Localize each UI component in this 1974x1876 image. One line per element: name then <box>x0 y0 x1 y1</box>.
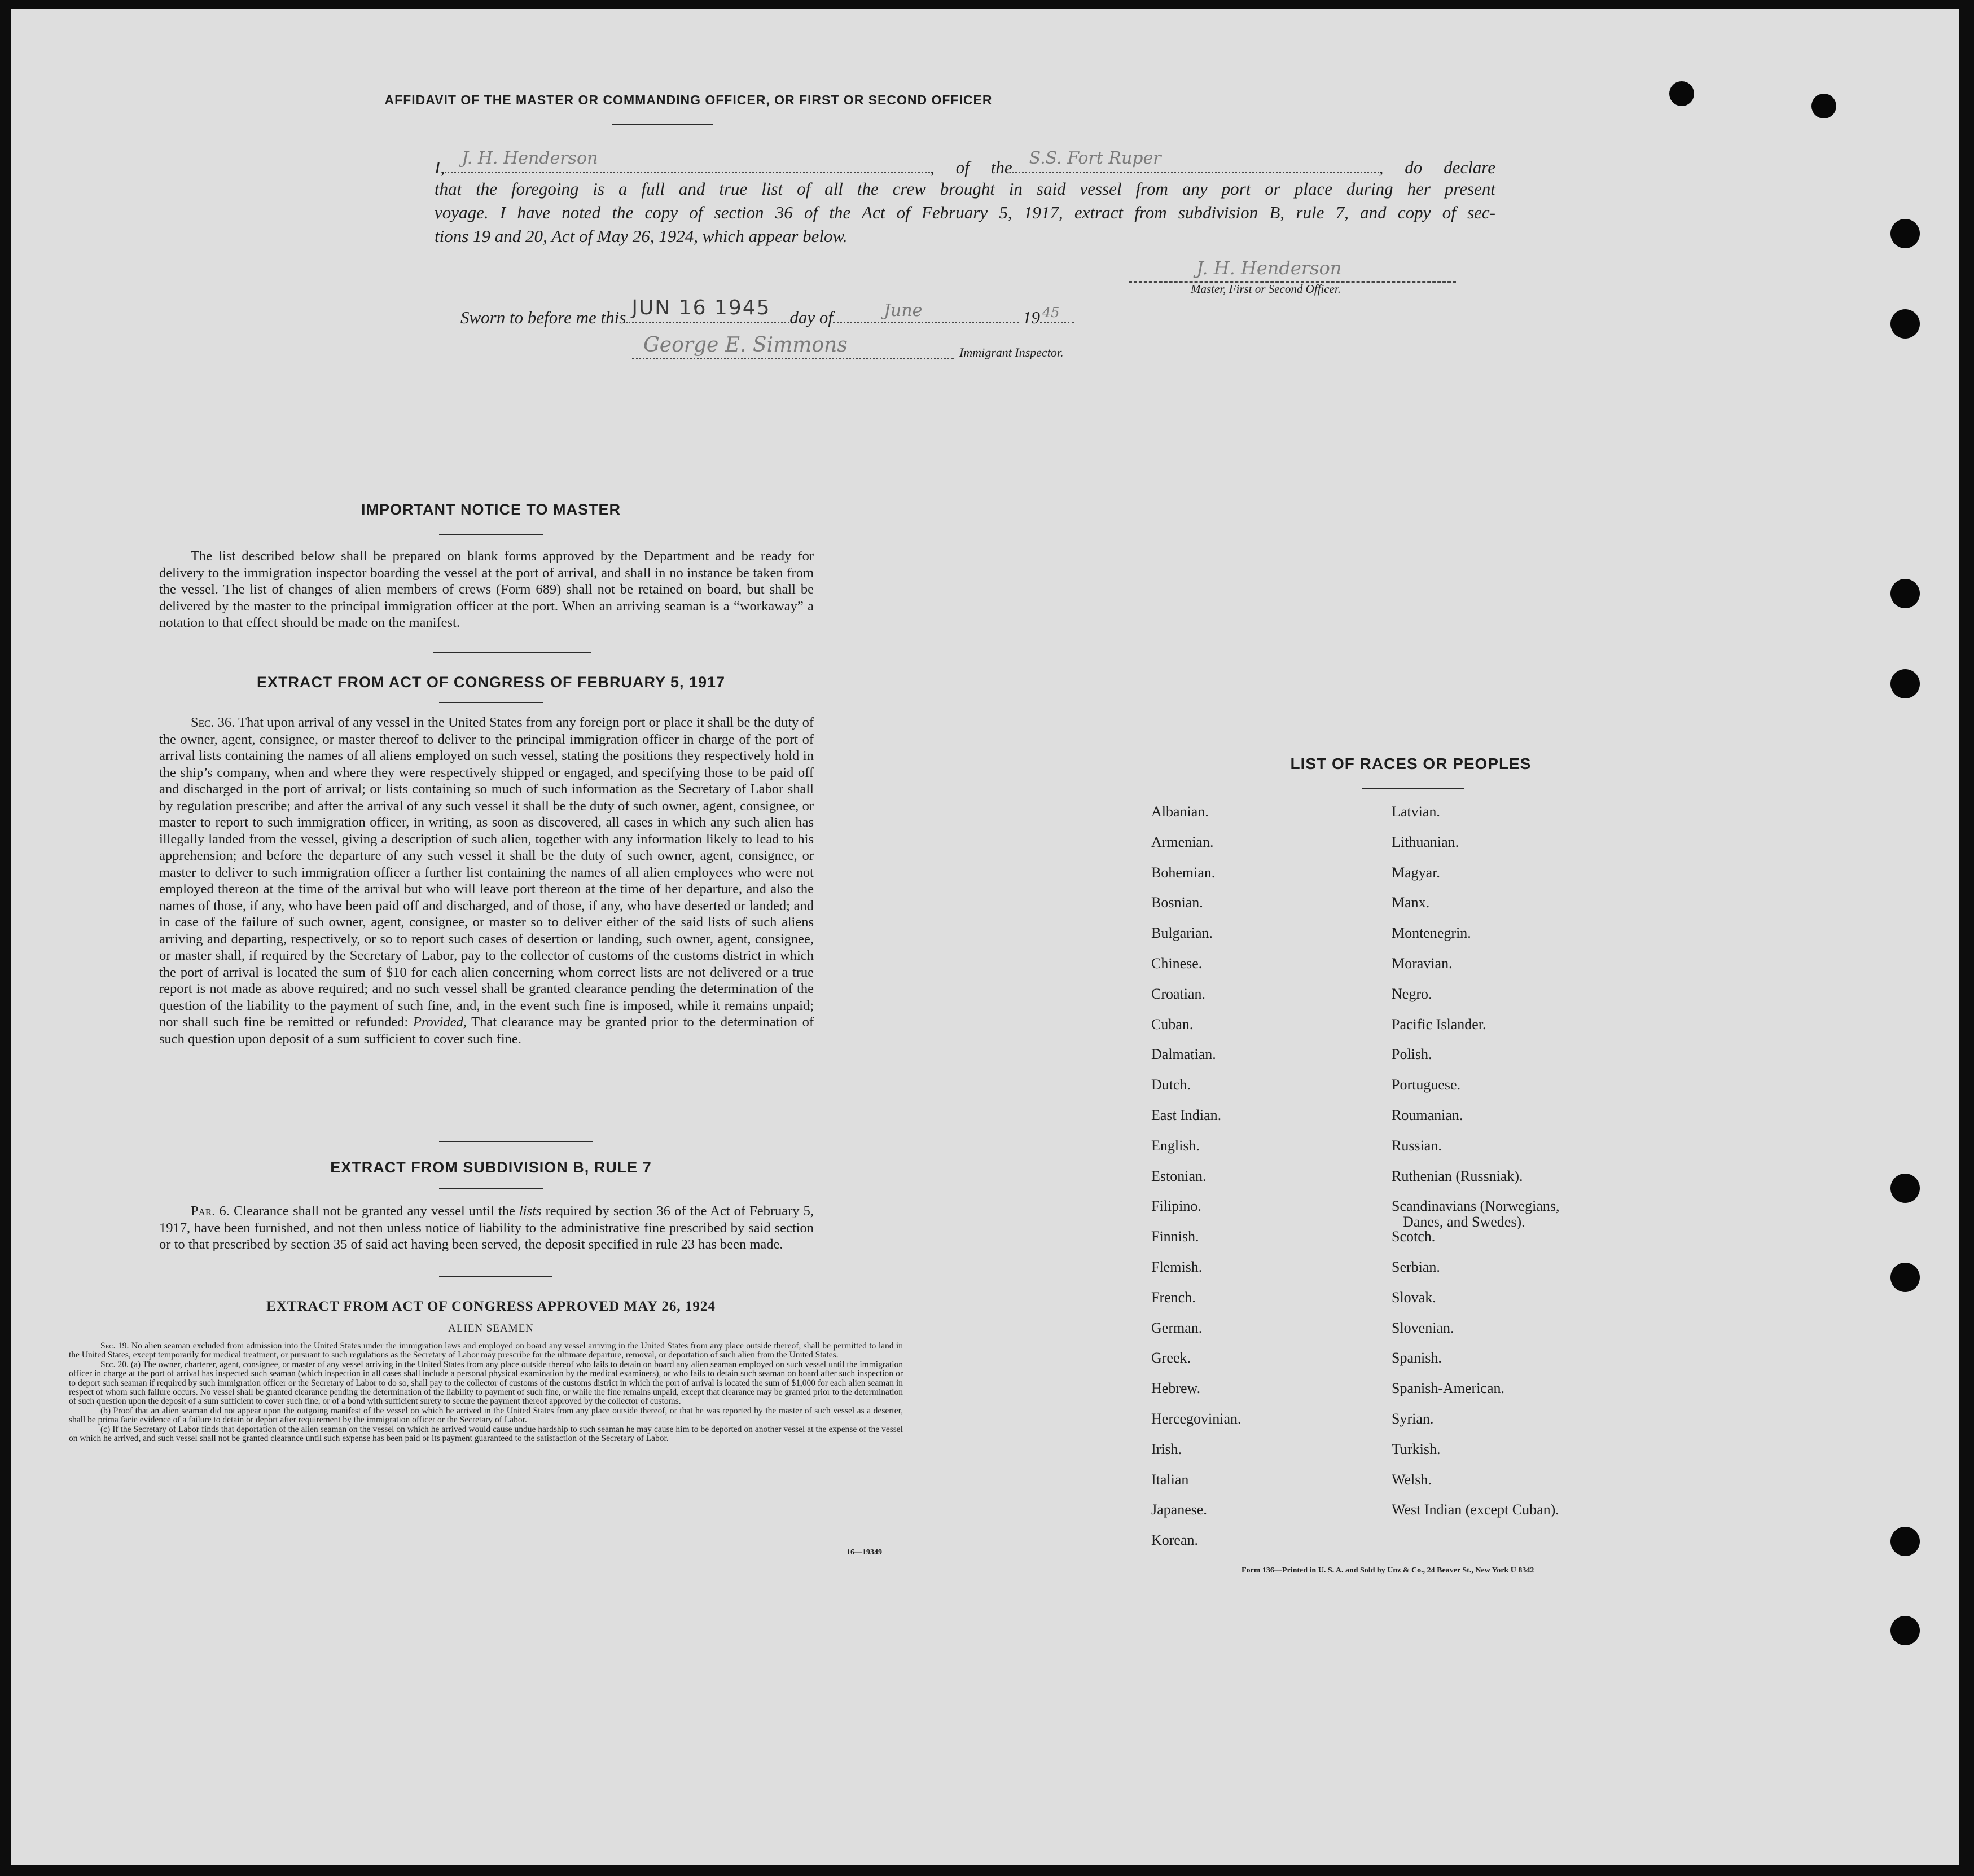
declaration-of-the: , of the <box>930 157 1012 177</box>
race-item: Spanish-American. <box>1392 1380 1505 1397</box>
sec-20b-paragraph: (b) Proof that an alien seaman did not appear upon the outgoing manifest of the vessel on which he arrived in the United States from any place outside thereof, or that he was reported by the master of such vessel as a deserter, shall be prima facie evidence of a failure to detain or deport after requirement by the immigration officer or the Secretary of Labor. <box>69 1405 903 1425</box>
sworn-year-handwriting: 45 <box>1042 305 1060 320</box>
sec-19-text: No alien seaman excluded from admission into the United States under the immigration laws and employed on board any vessel arriving in the United States from any place outside thereof, shall be permitted to land in the United States, except temporarily for medical treatment, or pursuant to such regulations as the Secretary of Labor may prescribe for the ultimate departure, removal, or deportation of such alien from the United States. <box>69 1341 903 1360</box>
race-item: Dutch. <box>1151 1077 1191 1093</box>
races-divider <box>1362 788 1464 789</box>
alien-seamen-subtitle: ALIEN SEAMEN <box>448 1323 534 1334</box>
race-item: Magyar. <box>1392 864 1440 881</box>
punch-hole <box>1890 1616 1920 1645</box>
affidavit-title: AFFIDAVIT OF THE MASTER OR COMMANDING OFFICER, OR FIRST OR SECOND OFFICER <box>384 93 993 107</box>
provided-term: Provided, <box>413 1014 467 1030</box>
race-item: Hebrew. <box>1151 1380 1201 1397</box>
notice-title: IMPORTANT NOTICE TO MASTER <box>361 501 621 518</box>
race-item: Ruthenian (Russniak). <box>1392 1167 1523 1184</box>
inspector-caption: Immigrant Inspector. <box>959 345 1064 359</box>
race-item: West Indian (except Cuban). <box>1392 1501 1559 1518</box>
race-item: Flemish. <box>1151 1259 1203 1275</box>
declaration-line-3: voyage. I have noted the copy of section 36 of the Act of February 5, 1917, extract from subdivision B, rule 7, and copy of sec- <box>435 203 1495 222</box>
vessel-handwriting: S.S. Fort Ruper <box>1029 148 1161 168</box>
race-item: English. <box>1151 1137 1200 1154</box>
race-item: Korean. <box>1151 1532 1199 1549</box>
race-item: Russian. <box>1392 1137 1442 1154</box>
lists-term: lists <box>519 1203 542 1219</box>
race-item: Bosnian. <box>1151 894 1203 911</box>
extract-1917-divider <box>439 702 543 703</box>
printer-footer: Form 136—Printed in U. S. A. and Sold by Unz & Co., 24 Beaver St., New York U 8342 <box>1242 1566 1534 1575</box>
race-item: Bulgarian. <box>1151 925 1213 942</box>
sec-20c-paragraph: (c) If the Secretary of Labor finds that deportation of the alien seaman on the vessel on which he arrived would cause undue hardship to such seaman he may cause him to be deported on another vessel at the expense of the vessel on which he arrived, and such vessel shall not be granted clearance until such expense has been paid or its payment guaranteed to the satisfaction of the Secretary of Labor. <box>69 1424 903 1444</box>
extract-1924-title: EXTRACT FROM ACT OF CONGRESS APPROVED MAY 26, 1924 <box>266 1299 716 1314</box>
race-item: Scotch. <box>1392 1228 1436 1245</box>
race-item: Syrian. <box>1392 1411 1434 1427</box>
race-item: Negro. <box>1392 985 1432 1002</box>
form-code: 16—19349 <box>846 1548 882 1557</box>
race-item: Welsh. <box>1392 1471 1432 1488</box>
extract-1924-text <box>69 1342 903 1443</box>
master-name-handwriting: J. H. Henderson <box>462 148 598 168</box>
master-signature: J. H. Henderson <box>1196 257 1342 279</box>
sworn-month-field <box>833 301 1019 323</box>
sec-20a-text: (a) The owner, charterer, agent, consignee, or master of any vessel arriving in the United States from any place outside thereof who fails to detain on board any alien seaman employed on such vessel until the immigration officer in charge at the port of arrival has inspected such seaman (which inspection in all cases shall include a personal physical examination by the medical examiners), or who fails to detain such seaman on board after such inspection or to deport such seaman if required by such immigration officer or the Secretary of Labor to do so, shall pay to the collector of customs of the customs district in which the port of arrival is located the sum of $1,000 for each alien seaman in respect of whom such failure occurs. No vessel shall be granted clearance pending the determination of the liability to payment of such fine, or while the fine remains unpaid, except that clearance may be granted prior to the determination of such question upon the deposit of a sum sufficient to cover such fine, or of a bond with sufficient surety to secure the payment thereof approved by the collector of customs. <box>69 1359 903 1407</box>
race-item: Manx. <box>1392 894 1430 911</box>
race-item: Danes, and Swedes). <box>1403 1214 1525 1231</box>
declaration-line-4: tions 19 and 20, Act of May 26, 1924, which appear below. <box>435 226 848 246</box>
races-title: LIST OF RACES OR PEOPLES <box>1290 755 1532 772</box>
rule-7-text <box>159 1203 814 1253</box>
sec-20-label: Sec. 20. <box>100 1359 129 1369</box>
punch-hole <box>1890 309 1920 339</box>
declaration-i: I, <box>435 157 445 177</box>
race-item: Armenian. <box>1151 833 1214 850</box>
date-stamp: JUN 16 1945 <box>631 296 771 319</box>
race-item: Filipino. <box>1151 1198 1201 1215</box>
extract-1917-title: EXTRACT FROM ACT OF CONGRESS OF FEBRUARY 5, 1917 <box>256 674 726 691</box>
punch-hole <box>1669 81 1694 106</box>
declaration-do-declare: , do declare <box>1379 157 1495 177</box>
race-item: Irish. <box>1151 1440 1182 1457</box>
sec-19-label: Sec. 19. <box>100 1341 129 1351</box>
rule-7-body-b: required by section 36 of the Act of February 5, 1917, have been furnished, and not then unless notice of liability to the administrative fine prescribed by said section or to that prescribed by section 35 of said act having been served, the deposit specified in rule 23 has been made. <box>159 1203 814 1252</box>
race-item: East Indian. <box>1151 1107 1222 1123</box>
race-item: Italian <box>1151 1471 1189 1488</box>
sec-36-body: That upon arrival of any vessel in the United States from any foreign port or place it shall be the duty of the owner, agent, consignee, or master thereof to deliver to the principal immigration officer in charge of the port of arrival lists containing the names of all aliens employed on such vessel, stating the positions they respectively hold in the ship’s company, when and where they were respectively shipped or engaged, and specifying those to be paid off and discharged in the port of arrival; or lists containing so much of such information as the Secretary of Labor shall by regulation prescribe; and after the arrival of any such vessel it shall be the duty of such owner, agent, consignee, or master to report to such immigration officer, in writing, as soon as discovered, all cases in which any such alien has illegally landed from the vessel, giving a description of such alien, together with any information likely to lead to his apprehension; and before the departure of any such vessel it shall be the duty of such owner, agent, consignee, or master to deliver to such immigration officer a further list containing the names of all alien employees who were not employed thereon at the time of the arrival but who will leave port thereon at the time of her departure, and also the names of those, if any, who have been paid off and discharged, and of those, if any, who have deserted or landed; and in case of the failure of such owner, agent, consignee, or master so to deliver either of the said lists of such aliens arriving and departing, respectively, or so to report such cases of desertion or landing, such owner, agent, consignee, or master shall, if required by the Secretary of Labor, pay to the collector of customs of the customs district in which the port of arrival is located the sum of $10 for each alien concerning whom correct lists are not delivered or a true report is not made as above required; and no such vessel shall be granted clearance pending the determination of the question of the liability to the payment of such fine, and, in the event such fine is imposed, while it remains unpaid; nor shall such fine be remitted or refunded: <box>159 715 814 1030</box>
extract-1917-text <box>159 714 814 1047</box>
race-item: Latvian. <box>1392 803 1440 820</box>
rule-7-body-a: Clearance shall not be granted any vessel until the <box>233 1203 515 1219</box>
race-item: Albanian. <box>1151 803 1209 820</box>
extract-1917-end-divider <box>439 1141 593 1142</box>
race-item: Portuguese. <box>1392 1077 1461 1093</box>
race-item: Hercegovinian. <box>1151 1411 1242 1427</box>
declaration-line-2: that the foregoing is a full and true list of all the crew brought in said vessel from any port or place during her present <box>435 179 1495 199</box>
race-item: Montenegrin. <box>1392 925 1471 942</box>
punch-hole <box>1890 669 1920 698</box>
race-item: Serbian. <box>1392 1259 1440 1275</box>
race-item: Bohemian. <box>1151 864 1216 881</box>
notice-text: The list described below shall be prepared on blank forms approved by the Department and be ready for delivery to the immigration inspector boarding the vessel at the port of arrival, and shall in no instance be taken from the vessel. The list of changes of alien members of crews (Form 689) shall not be retained on board, but shall be delivered by the master to the principal immigration officer at the port. When an arriving seaman is a “workaway” a notation to that effect should be made on the manifest. <box>159 548 814 630</box>
sec-20a-paragraph <box>69 1360 903 1407</box>
race-item: Japanese. <box>1151 1501 1207 1518</box>
punch-hole <box>1890 219 1920 248</box>
rule-7-title: EXTRACT FROM SUBDIVISION B, RULE 7 <box>330 1159 652 1176</box>
race-item: Dalmatian. <box>1151 1046 1216 1063</box>
notice-divider <box>439 534 543 535</box>
punch-hole <box>1890 1527 1920 1556</box>
sworn-year-prefix: 19 <box>1022 307 1040 327</box>
punch-hole <box>1890 1174 1920 1203</box>
vessel-field <box>1012 148 1379 173</box>
race-item: Roumanian. <box>1392 1107 1463 1123</box>
sworn-month-handwriting: June <box>883 301 923 320</box>
declaration <box>435 148 1495 248</box>
master-name-field <box>445 148 930 173</box>
sworn-line <box>460 296 1074 328</box>
race-item: Turkish. <box>1392 1440 1441 1457</box>
sec-19-paragraph <box>69 1342 903 1360</box>
punch-hole <box>1890 579 1920 608</box>
race-item: French. <box>1151 1289 1196 1306</box>
sworn-date-field <box>626 296 789 323</box>
declaration-line-1 <box>435 148 1495 177</box>
sworn-prefix: Sworn to before me this <box>460 307 626 327</box>
inspector-signature-line <box>632 333 954 359</box>
master-signature-line <box>1129 258 1456 283</box>
race-item: Slovenian. <box>1392 1319 1454 1336</box>
sworn-year-field <box>1040 304 1074 323</box>
rule-7-end-divider <box>439 1276 552 1277</box>
rule-7-divider <box>439 1188 543 1189</box>
race-item: Lithuanian. <box>1392 833 1459 850</box>
punch-hole <box>1890 1263 1920 1292</box>
race-item: Polish. <box>1392 1046 1432 1063</box>
race-item: Estonian. <box>1151 1167 1207 1184</box>
master-signature-caption: Master, First or Second Officer. <box>1191 282 1341 296</box>
race-item: Greek. <box>1151 1350 1191 1367</box>
race-item: Spanish. <box>1392 1350 1442 1367</box>
race-item: Moravian. <box>1392 955 1453 972</box>
race-item: Croatian. <box>1151 985 1206 1002</box>
race-item: Slovak. <box>1392 1289 1436 1306</box>
race-item: Finnish. <box>1151 1228 1199 1245</box>
sec-36-label: Sec. 36. <box>191 715 235 730</box>
sworn-day-of: day of <box>789 307 833 327</box>
race-item: Pacific Islander. <box>1392 1016 1486 1033</box>
document-page <box>11 9 1959 1865</box>
par-6-label: Par. 6. <box>191 1203 230 1219</box>
race-item: Cuban. <box>1151 1016 1194 1033</box>
inspector-signature: George E. Simmons <box>643 333 848 357</box>
punch-hole <box>1811 94 1836 118</box>
title-divider <box>612 124 713 125</box>
sec-36-proviso: That clearance may be granted prior to the determination of such question upon deposit of a sum sufficient to cover such fine. <box>159 1014 814 1047</box>
race-item: German. <box>1151 1319 1203 1336</box>
race-item: Scandinavians (Norwegians, <box>1392 1198 1560 1215</box>
notice-end-divider <box>433 652 591 653</box>
race-item: Chinese. <box>1151 955 1203 972</box>
